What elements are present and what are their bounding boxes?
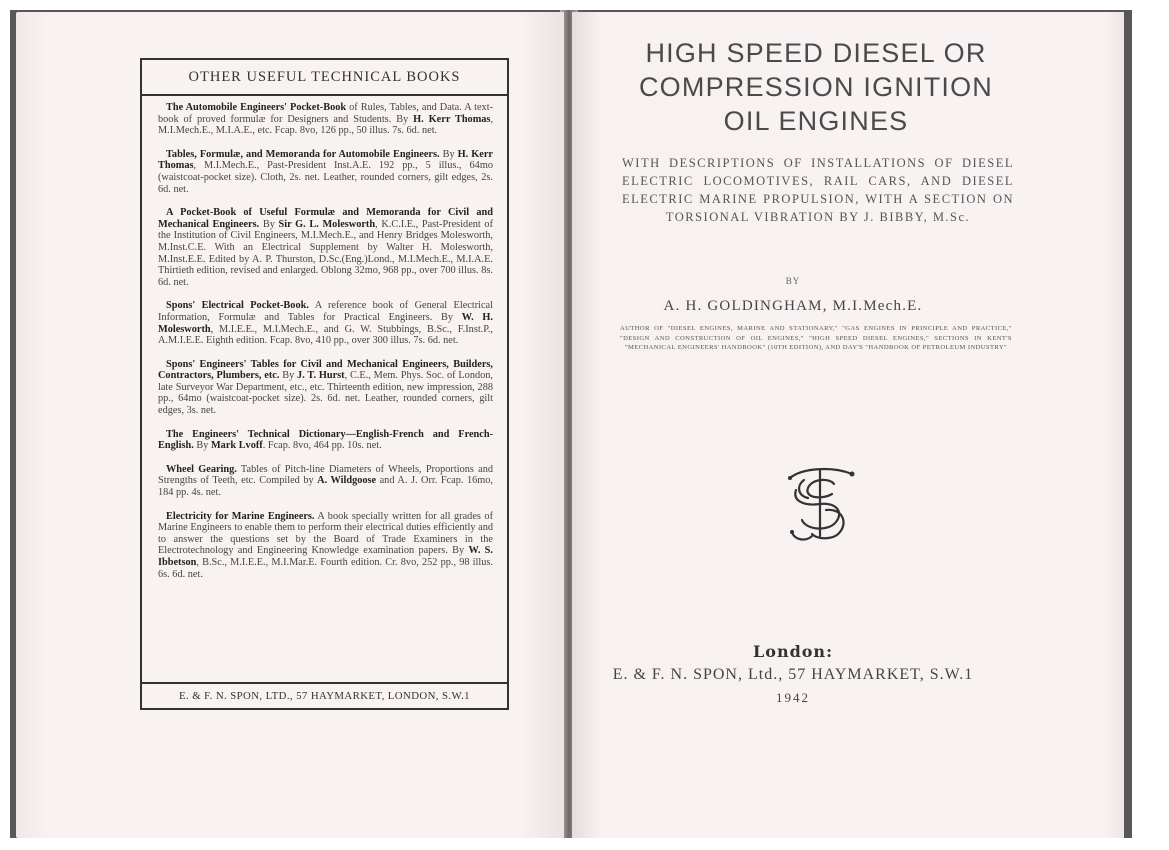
- book-entry: [158, 511, 493, 581]
- open-book: [10, 10, 1132, 838]
- publisher-monogram-icon: [782, 460, 858, 544]
- book-author: H. Kerr Thomas: [413, 113, 491, 125]
- book-author: Sir G. L. Molesworth: [278, 218, 376, 230]
- book-description: A book specially written for all grades of Marine Engineers to enable them to perform their electrical duties efficiently and to answer the questions set by the Board of Trade Examiners in the Electrotechnology and Engineering Knowledge examination papers. By: [158, 510, 494, 557]
- advertisement-header: OTHER USEFUL TECHNICAL BOOKS: [142, 60, 507, 96]
- book-author: Mark Lvoff: [210, 440, 263, 452]
- book-details: , B.Sc., M.I.E.E., M.I.Mar.E. Fourth edition. Cr. 8vo, 252 pp., 98 illus. 6s. 6d. net.: [158, 557, 493, 580]
- book-title: Tables, Formulæ, and Memoranda for Automobile Engineers.: [166, 148, 440, 160]
- book-entry: [158, 429, 493, 452]
- book-author: W. H. Molesworth: [158, 311, 493, 335]
- imprint-city: London:: [753, 642, 833, 661]
- book-title: Electricity for Marine Engineers.: [166, 510, 315, 522]
- book-entry: [158, 149, 493, 195]
- book-details: , M.I.Mech.E., Past-President Inst.A.E. 192 pp., 5 illus., 64mo (waistcoat-pocket size). Cloth, 2s. net. Leather, rounded corners, gilt edges, 2s. 6d. net.: [158, 160, 493, 195]
- book-description: By: [193, 440, 211, 452]
- by-line: BY: [785, 276, 801, 286]
- book-entry: [158, 300, 493, 346]
- book-title: Wheel Gearing.: [166, 463, 237, 475]
- book-description: of Rules, Tables, and Data. A text-book of proved formulæ for Designers and Students. By: [158, 102, 493, 125]
- book-entry: [158, 464, 493, 499]
- book-details: , M.I.Mech.E., M.I.A.E., etc. Fcap. 8vo, 126 pp., 50 illus. 7s. 6d. net.: [158, 113, 494, 137]
- book-entry: [158, 359, 493, 417]
- book-author: A. Wildgoose: [317, 475, 377, 487]
- book-title: The Automobile Engineers' Pocket-Book: [166, 102, 347, 113]
- book-description: By: [259, 218, 279, 230]
- book-description: Tables of Pitch-line Diameters of Wheels, Proportions and Strengths of Teeth, etc. Compiled by: [158, 463, 493, 487]
- title-page: [572, 12, 1124, 838]
- book-entry: [158, 207, 493, 288]
- book-details: , C.E., Mem. Phys. Soc. of London, late Surveyor War Department, etc., etc. Thirteenth edition, new impression, 288 pp., 64mo (waistcoat-pocket size). 2s. 6d. net. Leather, rounded corners, gilt edges, 3s. net.: [158, 370, 493, 417]
- book-description: A reference book of General Electrical Information, Formulæ and Tables for Practical Engineers. By: [158, 300, 493, 323]
- left-page: [16, 12, 564, 838]
- book-author: H. Kerr Thomas: [158, 148, 493, 172]
- book-description: By: [439, 148, 458, 160]
- book-author: W. S. Ibbetson: [158, 545, 493, 568]
- imprint-publisher: E. & F. N. SPON, Ltd., 57 HAYMARKET, S.W.1: [612, 666, 974, 683]
- author-credits: AUTHOR OF "DIESEL ENGINES, MARINE AND STATIONARY," "GAS ENGINES IN PRINCIPLE AND PRACTICE," "DESIGN AND CONSTRUCTION OF OIL ENGINES," "HIGH SPEED DIESEL ENGINES," SECTIONS IN KENT'S "MECHANICAL ENGINEERS' HANDBOOK" (10TH EDITION), AND DAY'S "HANDBOOK OF PETROLEUM INDUSTRY": [620, 325, 1012, 352]
- book-title: A Pocket-Book of Useful Formulæ and Memoranda for Civil and Mechanical Engineers.: [158, 207, 493, 230]
- book-details: , K.C.I.E., Past-President of the Institution of Civil Engineers, M.I.Mech.E., and Henry Bridges Molesworth, M.Inst.C.E. With an Electrical Supplement by Walter H. Molesworth, M.Inst.E.E. Edited by A. P. Thurston, D.Sc.(Eng.)Lond., M.I.Mech.E., M.I.A.E. Thirtieth edition, revised and enlarged. Oblong 32mo, 968 pp., over 700 illus. 8s. 6d. net.: [158, 218, 494, 288]
- book-title: The Engineers' Technical Dictionary—English-French and French-English.: [158, 428, 493, 452]
- book-details: , M.I.E.E., M.I.Mech.E., and G. W. Stubbings, B.Sc., F.Inst.P., A.M.I.E.E. Eighth edition. Fcap. 8vo, 410 pp., over 300 illus. 7s. 6d. net.: [158, 323, 493, 347]
- book-title-heading: HIGH SPEED DIESEL OR COMPRESSION IGNITION OIL ENGINES: [638, 38, 994, 136]
- book-details: and A. J. Orr. Fcap. 16mo, 184 pp. 4s. net.: [158, 475, 493, 499]
- imprint-year: 1942: [776, 690, 810, 705]
- book-list: [142, 96, 507, 580]
- advertisement-box: [140, 58, 509, 710]
- advertisement-footer: E. & F. N. SPON, LTD., 57 HAYMARKET, LONDON, S.W.1: [142, 682, 507, 708]
- book-title: Spons' Electrical Pocket-Book.: [166, 300, 309, 312]
- book-author: J. T. Hurst: [297, 370, 345, 382]
- book-subtitle: WITH DESCRIPTIONS OF INSTALLATIONS OF DIESEL ELECTRIC LOCOMOTIVES, RAIL CARS, AND DIESEL ELECTRIC MARINE PROPULSION, WITH A SECTION ON TORSIONAL VIBRATION BY J. BIBBY, M.Sc.: [622, 156, 1014, 224]
- book-description: By: [279, 370, 298, 382]
- book-entry: [158, 102, 493, 137]
- author-name: A. H. GOLDINGHAM, M.I.Mech.E.: [663, 298, 923, 314]
- book-details: . Fcap. 8vo, 464 pp. 10s. net.: [262, 440, 382, 452]
- book-title: Spons' Engineers' Tables for Civil and Mechanical Engineers, Builders, Contractors, Plumbers, etc.: [158, 358, 493, 382]
